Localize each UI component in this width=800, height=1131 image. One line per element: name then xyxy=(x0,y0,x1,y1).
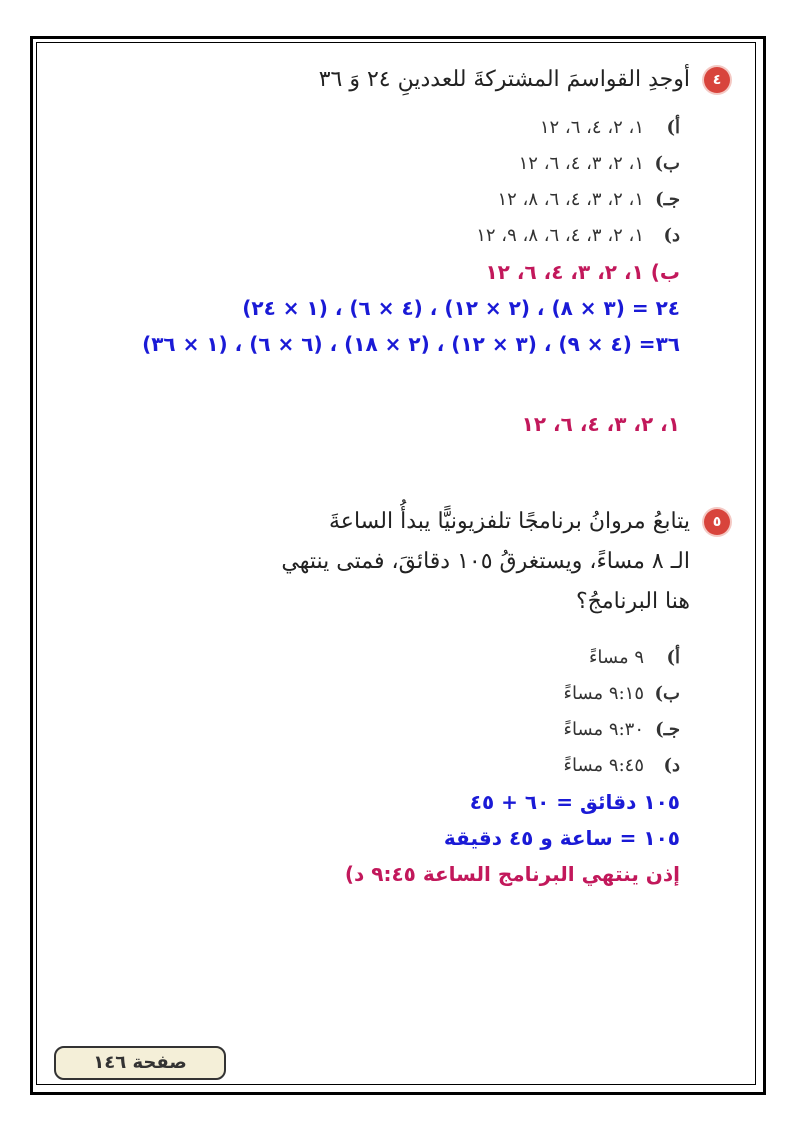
question-5-stem xyxy=(60,502,730,622)
question-4-result: ١، ٢، ٣، ٤، ٦، ١٢ xyxy=(521,412,680,436)
question-5-work-2: ١٠٥ = ساعة و ٤٥ دقيقة xyxy=(443,826,680,850)
question-4-text: أوجدِ القواسمَ المشتركةَ للعددينِ ٢٤ وَ ٣٦ xyxy=(318,67,690,92)
question-4-options xyxy=(60,110,680,254)
question-5-work-1: ١٠٥ دقائق = ٦٠ + ٤٥ xyxy=(469,790,680,814)
question-4-option-c: جـ)١، ٢، ٣، ٤، ٦، ٨، ١٢ xyxy=(497,189,680,210)
question-4-number-badge: ٤ xyxy=(704,67,730,93)
question-5-option-b: ب)٩:١٥ مساءً xyxy=(563,683,680,704)
question-4-work-24: ٢٤ = (٣ × ٨) ، (٢ × ١٢) ، (٤ × ٦) ، (١ × ٢٤) xyxy=(242,296,680,320)
question-4-answer: ب) ١، ٢، ٣، ٤، ٦، ١٢ xyxy=(485,260,680,284)
question-5-option-d: د)٩:٤٥ مساءً xyxy=(563,755,680,776)
question-5-text-line-1: يتابعُ مروانُ برنامجًا تلفزيونيًّا يبدأُ الساعةَ xyxy=(329,509,690,534)
question-5-options xyxy=(60,640,680,784)
question-4-work-36: ٣٦= (٤ × ٩) ، (٣ × ١٢) ، (٢ × ١٨) ، (٦ × ٦) ، (١ × ٣٦) xyxy=(142,332,680,356)
question-4-option-a: أ)١، ٢، ٤، ٦، ١٢ xyxy=(539,117,680,138)
question-4-option-b: ب)١، ٢، ٣، ٤، ٦، ١٢ xyxy=(518,153,680,174)
question-5-option-a: أ)٩ مساءً xyxy=(588,647,680,668)
question-5-text-line-2: الـ ٨ مساءً، ويستغرقُ ١٠٥ دقائقَ، فمتى ينتهي xyxy=(281,549,690,574)
question-4-option-d: د)١، ٢، ٣، ٤، ٦، ٨، ٩، ١٢ xyxy=(476,225,680,246)
question-5-conclusion: إذن ينتهي البرنامج الساعة ٩:٤٥ د) xyxy=(344,862,680,886)
question-5-option-c: جـ)٩:٣٠ مساءً xyxy=(563,719,680,740)
question-5-number-badge: ٥ xyxy=(704,509,730,535)
question-5-text-line-3: هنا البرنامجُ؟ xyxy=(575,589,690,614)
question-4-stem xyxy=(60,60,730,100)
page-number-label: صفحة ١٤٦ xyxy=(54,1046,226,1080)
page-content xyxy=(60,60,730,892)
